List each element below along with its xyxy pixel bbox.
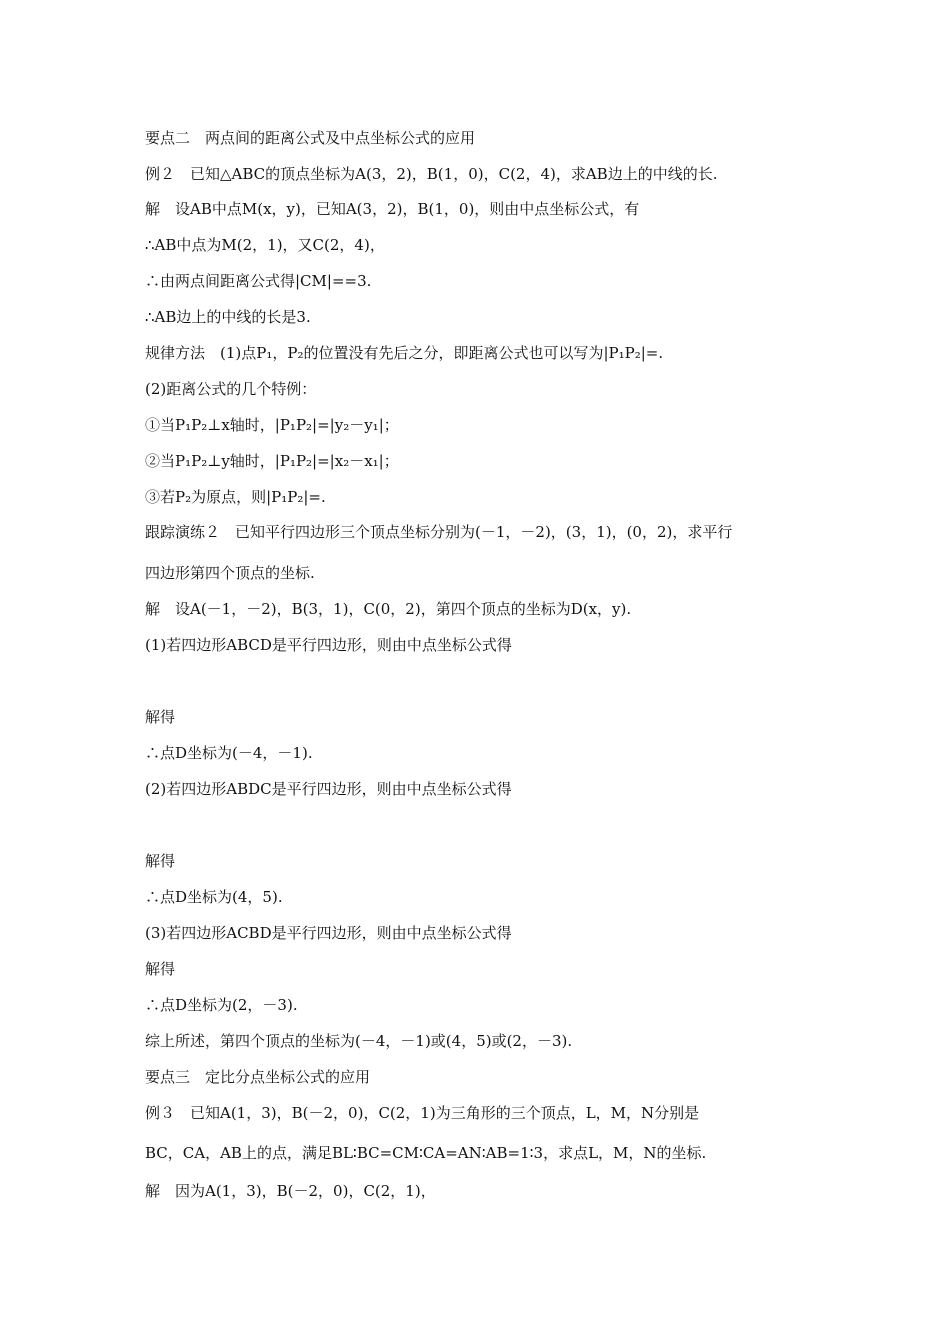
practice-2-case-3: (3)若四边形ACBD是平行四边形，则由中点坐标公式得 [145, 924, 512, 942]
method-note: 规律方法 (1)点P₁，P₂的位置没有先后之分，即距离公式也可以写为|P₁P₂|=. [145, 344, 664, 362]
practice-2-summary: 综上所述，第四个顶点的坐标为(－4，－1)或(4，5)或(2，－3). [145, 1032, 573, 1050]
practice-2-solve-label: 解得 [145, 852, 176, 870]
practice-2-case-1: (1)若四边形ABCD是平行四边形，则由中点坐标公式得 [145, 636, 512, 654]
example-2-problem: 例２ 已知△ABC的顶点坐标为A(3，2)，B(1，0)，C(2，4)，求AB边上的中线的长. [145, 165, 718, 183]
practice-2-case-2: (2)若四边形ABDC是平行四边形，则由中点坐标公式得 [145, 780, 512, 798]
practice-2-solve-label: 解得 [145, 960, 176, 978]
example-3-problem: 例３ 已知A(1，3)，B(－2，0)，C(2，1)为三角形的三个顶点，L，M，N分别是 [145, 1104, 700, 1122]
method-note-line: (2)距离公式的几个特例： [145, 380, 317, 398]
example-2-solution-line: 解 设AB中点M(x，y)，已知A(3，2)，B(1，0)，则由中点坐标公式，有 [145, 200, 640, 218]
practice-2-result: ∴点D坐标为(4，5). [145, 888, 283, 906]
practice-2-result: ∴点D坐标为(2，－3). [145, 996, 298, 1014]
section-heading-2: 要点二 两点间的距离公式及中点坐标公式的应用 [145, 129, 476, 147]
practice-2-solve-label: 解得 [145, 708, 176, 726]
example-3-problem-cont: BC，CA，AB上的点，满足BL∶BC=CM∶CA=AN∶AB=1∶3，求点L，M，N的坐标. [145, 1144, 707, 1162]
practice-2-problem-cont: 四边形第四个顶点的坐标. [145, 564, 315, 582]
example-2-conclusion: ∴AB边上的中线的长是3. [145, 308, 311, 326]
practice-2-solution-line: 解 设A(－1，－2)，B(3，1)，C(0，2)，第四个顶点的坐标为D(x，y). [145, 600, 632, 618]
special-case-item: ③若P₂为原点，则|P₁P₂|=. [145, 488, 326, 506]
section-heading-3: 要点三 定比分点坐标公式的应用 [145, 1068, 371, 1086]
example-3-solution-line: 解 因为A(1，3)，B(－2，0)，C(2，1)， [145, 1182, 436, 1200]
example-2-solution-line: ∴AB中点为M(2，1)，又C(2，4)， [145, 236, 385, 254]
special-case-item: ②当P₁P₂⊥y轴时，|P₁P₂|=|x₂－x₁|； [145, 452, 399, 470]
example-2-solution-line: ∴由两点间距离公式得|CM|==3. [145, 272, 372, 290]
special-case-item: ①当P₁P₂⊥x轴时，|P₁P₂|=|y₂－y₁|； [145, 416, 399, 434]
practice-2-result: ∴点D坐标为(－4，－1). [145, 744, 313, 762]
practice-2-problem: 跟踪演练２ 已知平行四边形三个顶点坐标分别为(－1，－2)，(3，1)，(0，2)，求平行 [145, 523, 733, 541]
